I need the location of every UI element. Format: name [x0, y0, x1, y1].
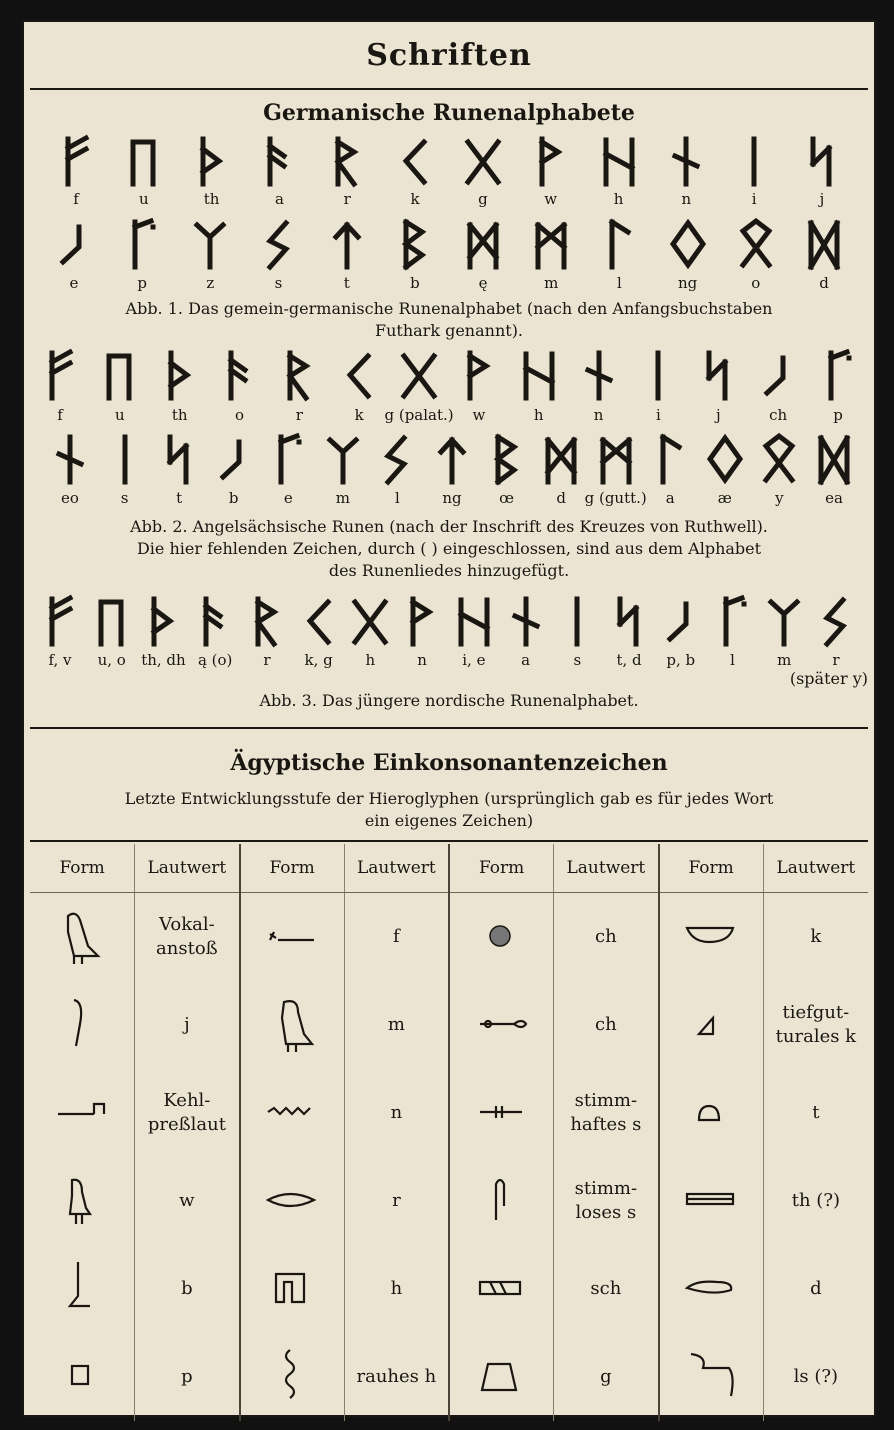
rune-glyph — [733, 217, 779, 271]
rune-label: f — [73, 190, 79, 208]
rune-label: f — [57, 406, 63, 424]
table-row — [30, 1157, 868, 1245]
sound-value: Kehl- preßlaut — [135, 1069, 240, 1157]
rune-label: l — [395, 489, 400, 507]
sound-value: ch — [554, 981, 659, 1069]
rune-glyph — [296, 594, 342, 648]
sound-value: sch — [554, 1245, 659, 1333]
rune-glyph — [53, 134, 99, 188]
rune-label: p — [833, 406, 843, 424]
col-sound: Lautwert — [344, 844, 449, 893]
rune-label: th, dh — [141, 651, 186, 669]
rune-label: th — [203, 190, 220, 208]
rune-label: h — [613, 190, 624, 208]
rune-glyph — [324, 134, 370, 188]
rune-glyph — [156, 432, 202, 486]
rune-row-4 — [24, 432, 874, 492]
rune-glyph — [157, 348, 203, 402]
rune-label: r — [295, 406, 303, 424]
sound-value: t — [763, 1069, 868, 1157]
rune-label: ng — [677, 274, 698, 292]
rune-label: a — [665, 489, 675, 507]
table-row — [30, 981, 868, 1069]
hieroglyph-form — [659, 1069, 764, 1157]
hieroglyph-table — [30, 844, 868, 1421]
hieroglyph-form — [240, 893, 345, 982]
rune-row-3 — [24, 348, 874, 408]
rune-glyph — [392, 134, 438, 188]
rune-labels-2 — [24, 272, 874, 294]
rune-glyph — [320, 432, 366, 486]
sound-value: ch — [554, 893, 659, 982]
rune-glyph — [702, 432, 748, 486]
rune-glyph — [460, 134, 506, 188]
rune-label: ng — [442, 489, 462, 507]
hieroglyph-form — [449, 893, 554, 982]
rune-label: m — [335, 489, 350, 507]
rune-glyph — [336, 348, 382, 402]
rune-label: th — [171, 406, 188, 424]
rune-label: u — [138, 190, 149, 208]
rune-label: b — [228, 489, 239, 507]
sound-value: f — [344, 893, 449, 982]
rune-glyph — [37, 594, 83, 648]
sound-value: p — [135, 1333, 240, 1421]
rune-row-5 — [24, 594, 874, 654]
rune-label: n — [593, 406, 604, 424]
rune-label: ę — [478, 274, 488, 292]
rune-glyph — [256, 134, 302, 188]
rune-label: i, e — [462, 651, 486, 669]
col-form: Form — [240, 844, 345, 893]
rune-label: i — [751, 190, 757, 208]
rune-glyph — [755, 348, 801, 402]
hieroglyph-form — [659, 893, 764, 982]
rune-label: g (gutt.) — [584, 489, 647, 507]
rune-glyph — [538, 432, 584, 486]
rune-glyph — [276, 348, 322, 402]
rune-label: n — [681, 190, 692, 208]
rune-label: m — [777, 651, 792, 669]
rune-label: h — [365, 651, 376, 669]
hieroglyph-form — [659, 1157, 764, 1245]
rune-glyph — [528, 217, 574, 271]
hieroglyph-form — [659, 981, 764, 1069]
rune-glyph — [761, 594, 807, 648]
rune-label: l — [730, 651, 735, 669]
sound-value: d — [763, 1245, 868, 1333]
sound-value: k — [763, 893, 868, 982]
sound-value: tiefgut- turales k — [763, 981, 868, 1069]
rune-label: t — [176, 489, 183, 507]
rune-glyph — [593, 432, 639, 486]
rune-label: g — [478, 190, 488, 208]
rune-glyph — [396, 348, 442, 402]
rune-label: g (palat.) — [384, 406, 454, 424]
rune-glyph — [217, 348, 263, 402]
rune-glyph — [606, 594, 652, 648]
rune-glyph — [97, 348, 143, 402]
germanic-heading: Germanische Runenalphabete — [263, 100, 635, 126]
hieroglyph-form — [240, 1069, 345, 1157]
rune-row-1 — [24, 134, 874, 194]
rune-glyph — [695, 348, 741, 402]
rune-label: e — [69, 274, 79, 292]
rune-label: d — [556, 489, 566, 507]
hieroglyph-form — [449, 1245, 554, 1333]
rune-label: p, b — [666, 651, 696, 669]
rune-label: m — [544, 274, 559, 292]
rune-labels-5 — [24, 649, 874, 671]
caption-line: Die hier fehlenden Zeichen, durch ( ) eingeschlossen, sind aus dem Alphabet — [136, 539, 762, 558]
rune-label: j — [819, 190, 825, 208]
table-row — [30, 1245, 868, 1333]
rune-label: j — [715, 406, 721, 424]
rune-label: t — [343, 274, 350, 292]
sound-value: stimm- loses s — [554, 1157, 659, 1245]
rune-label: ą (o) — [197, 651, 233, 669]
rune-glyph — [801, 217, 847, 271]
rune-glyph — [399, 594, 445, 648]
rune-label: l — [617, 274, 622, 292]
caption-abb1 — [44, 298, 854, 342]
hieroglyph-form — [449, 1333, 554, 1421]
rune-glyph — [731, 134, 777, 188]
rune-glyph — [456, 348, 502, 402]
rune-label: t, d — [616, 651, 642, 669]
col-sound: Lautwert — [763, 844, 868, 893]
rune-glyph — [554, 594, 600, 648]
rune-glyph — [89, 594, 135, 648]
rune-label: d — [819, 274, 829, 292]
rune-glyph — [576, 348, 622, 402]
rune-label: f, v — [48, 651, 72, 669]
rune-label: b — [410, 274, 420, 292]
table-header — [30, 844, 868, 893]
rune-label: s — [274, 274, 283, 292]
rune-label: z — [206, 274, 215, 292]
hieroglyph-form — [30, 1245, 135, 1333]
rune-glyph — [813, 594, 859, 648]
rune-glyph — [658, 594, 704, 648]
hieroglyph-form — [30, 893, 135, 982]
rune-label: o — [235, 406, 245, 424]
rune-label: r — [832, 651, 840, 669]
rune-label: n — [417, 651, 427, 669]
rune-glyph — [189, 134, 235, 188]
sound-value: n — [344, 1069, 449, 1157]
hieroglyph-form — [30, 1333, 135, 1421]
rune-label: e — [283, 489, 293, 507]
sound-value: w — [135, 1157, 240, 1245]
rune-glyph — [756, 432, 802, 486]
rune-glyph — [47, 432, 93, 486]
rune-label: eo — [61, 489, 79, 507]
rune-label: ch — [769, 406, 788, 424]
table-row — [30, 1333, 868, 1421]
col-form: Form — [30, 844, 135, 893]
rune-labels-4 — [24, 487, 874, 509]
caption-abb2 — [44, 516, 854, 582]
divider — [30, 88, 868, 90]
caption-line: des Runenliedes hinzugefügt. — [328, 561, 570, 580]
rune-label: a — [274, 190, 284, 208]
page-title: Schriften — [366, 38, 532, 73]
hieroglyph-form — [240, 1157, 345, 1245]
rune-glyph — [484, 432, 530, 486]
sound-value: stimm- haftes s — [554, 1069, 659, 1157]
rune-glyph — [347, 594, 393, 648]
rune-label: æ — [717, 489, 732, 507]
later-y-note: (später y) — [789, 669, 868, 688]
rune-label: a — [521, 651, 531, 669]
rune-glyph — [51, 217, 97, 271]
rune-glyph — [799, 134, 845, 188]
rune-glyph — [528, 134, 574, 188]
hieroglyph-form — [240, 981, 345, 1069]
rune-label: k — [354, 406, 364, 424]
egyptian-heading: Ägyptische Einkonsonantenzeichen — [230, 750, 668, 776]
sound-value: m — [344, 981, 449, 1069]
rune-glyph — [429, 432, 475, 486]
subtitle-line: Letzte Entwicklungsstufe der Hieroglyphen (ursprünglich gab es für jedes Wort — [124, 789, 774, 808]
hieroglyph-form — [659, 1245, 764, 1333]
rune-labels-1 — [24, 188, 874, 210]
rune-label: r — [343, 190, 351, 208]
rune-label: k — [410, 190, 420, 208]
hieroglyph-form — [240, 1333, 345, 1421]
sound-value: b — [135, 1245, 240, 1333]
rune-glyph — [665, 217, 711, 271]
rune-glyph — [102, 432, 148, 486]
hieroglyph-form — [30, 1157, 135, 1245]
rune-glyph — [374, 432, 420, 486]
rune-row-2 — [24, 217, 874, 277]
rune-glyph — [663, 134, 709, 188]
rune-glyph — [37, 348, 83, 402]
rune-glyph — [324, 217, 370, 271]
table-row — [30, 893, 868, 982]
rune-glyph — [119, 217, 165, 271]
rune-glyph — [635, 348, 681, 402]
rune-glyph — [451, 594, 497, 648]
rune-glyph — [596, 134, 642, 188]
rune-glyph — [244, 594, 290, 648]
rune-glyph — [503, 594, 549, 648]
hieroglyph-form — [30, 1069, 135, 1157]
rune-glyph — [710, 594, 756, 648]
rune-glyph — [392, 217, 438, 271]
egyptian-subtitle — [44, 788, 854, 832]
sound-value: th (?) — [763, 1157, 868, 1245]
sound-value: Vokal- anstoß — [135, 893, 240, 982]
col-form: Form — [449, 844, 554, 893]
rune-label: w — [472, 406, 486, 424]
rune-label: s — [573, 651, 582, 669]
rune-glyph — [140, 594, 186, 648]
hieroglyph-form — [240, 1245, 345, 1333]
rune-glyph — [815, 348, 861, 402]
rune-glyph — [192, 594, 238, 648]
rune-label: k, g — [304, 651, 333, 669]
caption-abb3: Abb. 3. Das jüngere nordische Runenalphabet. — [259, 691, 639, 710]
hieroglyph-form — [30, 981, 135, 1069]
rune-glyph — [256, 217, 302, 271]
caption-line: Futhark genannt). — [374, 321, 524, 340]
document-page — [22, 20, 876, 1417]
col-sound: Lautwert — [135, 844, 240, 893]
rune-glyph — [121, 134, 167, 188]
rune-label: i — [656, 406, 661, 424]
col-sound: Lautwert — [554, 844, 659, 893]
subtitle-line: ein eigenes Zeichen) — [364, 811, 534, 830]
col-form: Form — [659, 844, 764, 893]
rune-label: œ — [499, 489, 514, 507]
rune-glyph — [211, 432, 257, 486]
sound-value: r — [344, 1157, 449, 1245]
rune-label: h — [533, 406, 544, 424]
table-row — [30, 1069, 868, 1157]
sound-value: rauhes h — [344, 1333, 449, 1421]
hieroglyph-form — [449, 981, 554, 1069]
hieroglyph-form — [449, 1157, 554, 1245]
divider — [30, 840, 868, 842]
rune-glyph — [265, 432, 311, 486]
caption-line: Abb. 2. Angelsächsische Runen (nach der Inschrift des Kreuzes von Ruthwell). — [130, 517, 768, 536]
hieroglyph-form — [659, 1333, 764, 1421]
rune-label: u — [115, 406, 125, 424]
sound-value: h — [344, 1245, 449, 1333]
rune-labels-3 — [24, 404, 874, 426]
hieroglyph-form — [449, 1069, 554, 1157]
divider — [30, 727, 868, 729]
rune-label: p — [137, 274, 147, 292]
rune-label: y — [775, 489, 784, 507]
rune-glyph — [647, 432, 693, 486]
sound-value: g — [554, 1333, 659, 1421]
rune-label: o — [751, 274, 761, 292]
rune-glyph — [811, 432, 857, 486]
rune-glyph — [460, 217, 506, 271]
rune-glyph — [516, 348, 562, 402]
rune-label: w — [544, 190, 558, 208]
caption-line: Abb. 1. Das gemein-germanische Runenalphabet (nach den Anfangsbuchstaben — [125, 299, 773, 318]
rune-label: r — [263, 651, 271, 669]
sound-value: ls (?) — [763, 1333, 868, 1421]
rune-label: u, o — [97, 651, 126, 669]
sound-value: j — [135, 981, 240, 1069]
rune-glyph — [187, 217, 233, 271]
rune-glyph — [596, 217, 642, 271]
rune-label: ea — [825, 489, 843, 507]
rune-label: s — [120, 489, 129, 507]
